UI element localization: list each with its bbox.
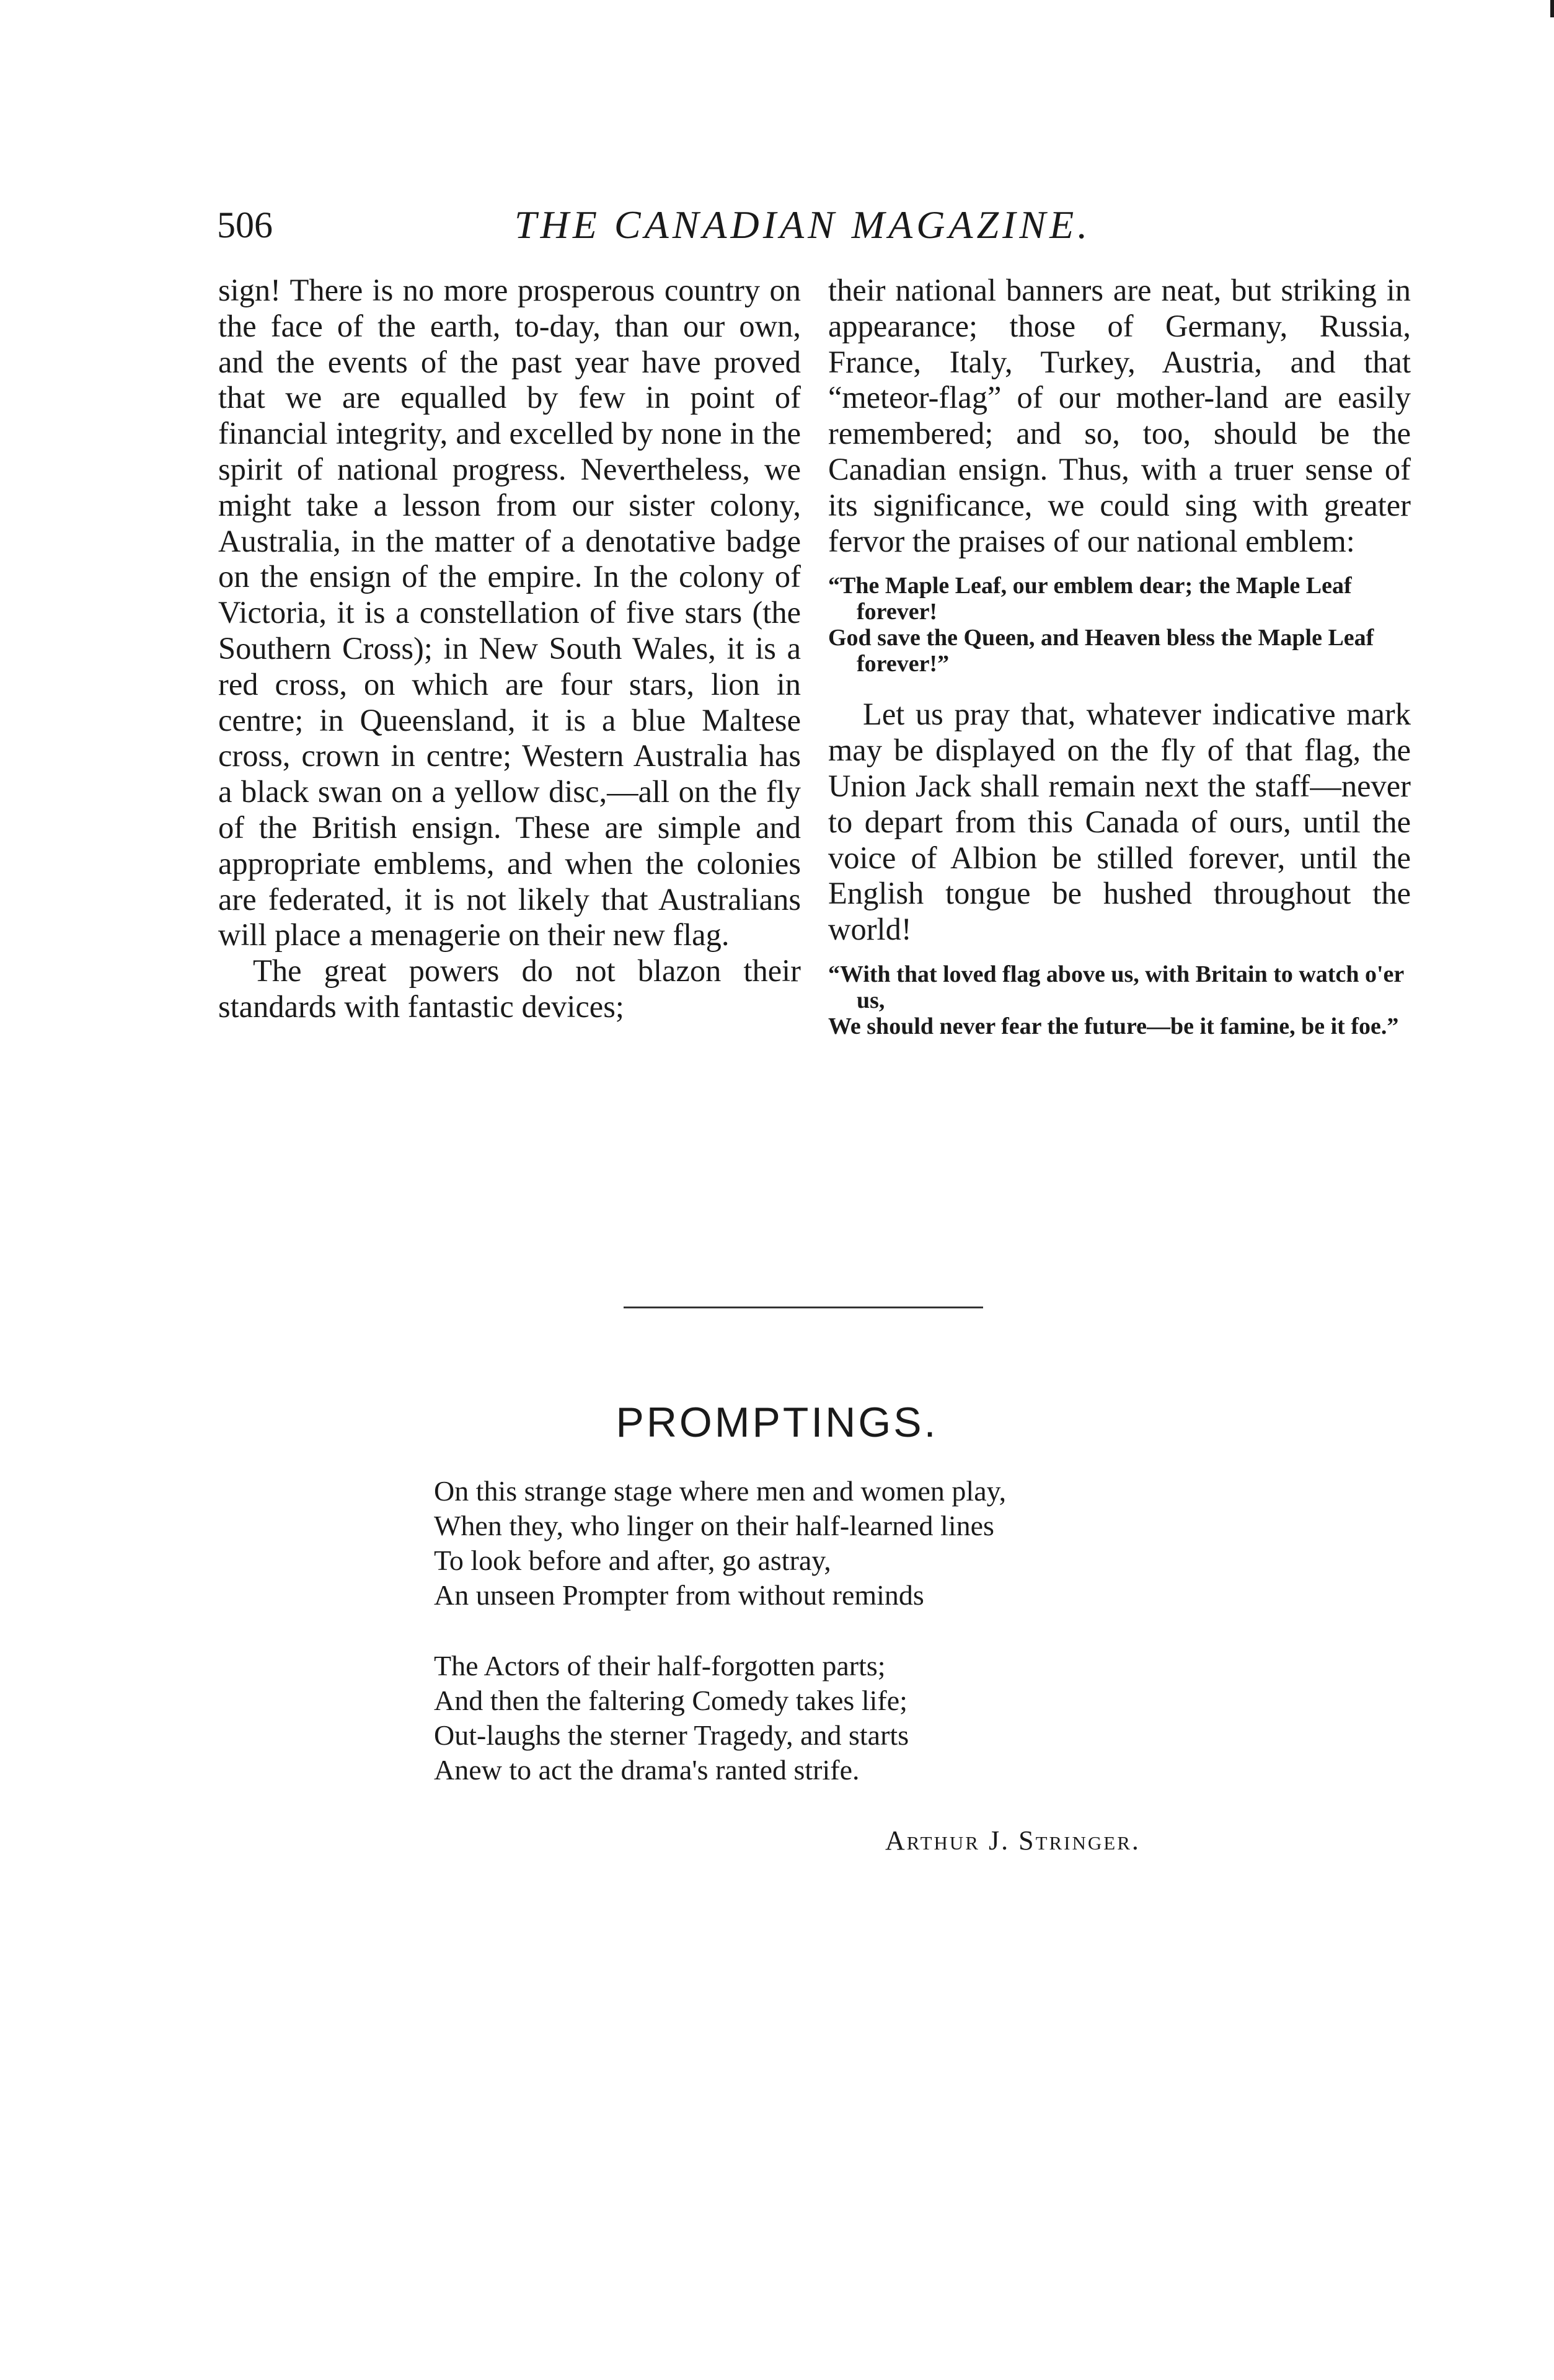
article-paragraph: The great powers do not blazon their standards with fantastic devices; <box>218 953 801 1024</box>
verse-line: “The Maple Leaf, our emblem dear; the Maple Leaf forever! <box>828 573 1352 625</box>
right-column <box>828 273 1411 1059</box>
verse-line: “With that loved flag above us, with Britain to watch o'er us, <box>828 961 1404 1013</box>
journal-title: THE CANADIAN MAGAZINE. <box>514 203 1092 247</box>
poem-line: On this strange stage where men and women play, <box>434 1475 1007 1507</box>
poem-line: To look before and after, go astray, <box>434 1545 831 1576</box>
poem-line: The Actors of their half-forgotten parts; <box>434 1650 886 1681</box>
poem-line: Anew to act the drama's ranted strife. <box>434 1754 860 1786</box>
quoted-verse <box>828 573 1411 677</box>
verse-line: God save the Queen, and Heaven bless the Maple Leaf forever!” <box>828 625 1374 677</box>
article-paragraph: their national banners are neat, but striking in appearance; those of Germany, Russia, France, Italy, Turkey, Austria, and that “meteor-flag” of our mother-land are easily remembered; and so, too, should be the Canadian ensign. Thus, with a truer sense of its significance, we could sing with greater fervor the praises of our national emblem: <box>828 273 1411 558</box>
poem-line: And then the faltering Comedy takes life; <box>434 1685 907 1716</box>
poem-body <box>434 1474 1209 1823</box>
edge-mark <box>1550 0 1554 17</box>
poem-line: Out-laughs the sterner Tragedy, and starts <box>434 1719 909 1751</box>
article-paragraph: Let us pray that, whatever indicative mark may be displayed on the fly of that flag, the Union Jack shall remain next the staff—never to depart from this Canada of ours, until the voice of Albion be stilled forever, until the English tongue be hushed throughout the world! <box>828 697 1411 947</box>
poem-title: PROMPTINGS. <box>616 1399 938 1446</box>
poem-author: Arthur J. Stringer. <box>885 1825 1141 1856</box>
quoted-verse <box>828 961 1411 1039</box>
poem-stanza <box>434 1474 1209 1613</box>
article-paragraph: sign! There is no more prosperous country on the face of the earth, to-day, than our own, and the events of the past year have proved that we are equalled by few in point of financial integrity, and excelled by none in the spirit of national progress. Nevertheless, we might take a lesson from our sister colony, Australia, in the matter of a denotative badge on the ensign of the empire. In the colony of Victoria, it is a constellation of five stars (the Southern Cross); in New South Wales, it is a red cross, on which are four stars, lion in centre; in Queensland, it is a blue Maltese cross, crown in centre; Western Australia has a black swan on a yellow disc,—all on the fly of the British ensign. These are simple and appropriate emblems, and when the colonies are federated, it is not likely that Australians will place a menagerie on their new flag. <box>218 273 801 953</box>
poem-line: When they, who linger on their half-learned lines <box>434 1510 994 1541</box>
section-divider <box>624 1307 983 1308</box>
verse-line: We should never fear the future—be it famine, be it foe.” <box>828 1013 1399 1039</box>
poem-line: An unseen Prompter from without reminds <box>434 1579 924 1611</box>
poem-stanza <box>434 1649 1209 1787</box>
left-column <box>218 273 801 1025</box>
page-number: 506 <box>217 205 273 245</box>
running-head <box>217 197 1413 253</box>
